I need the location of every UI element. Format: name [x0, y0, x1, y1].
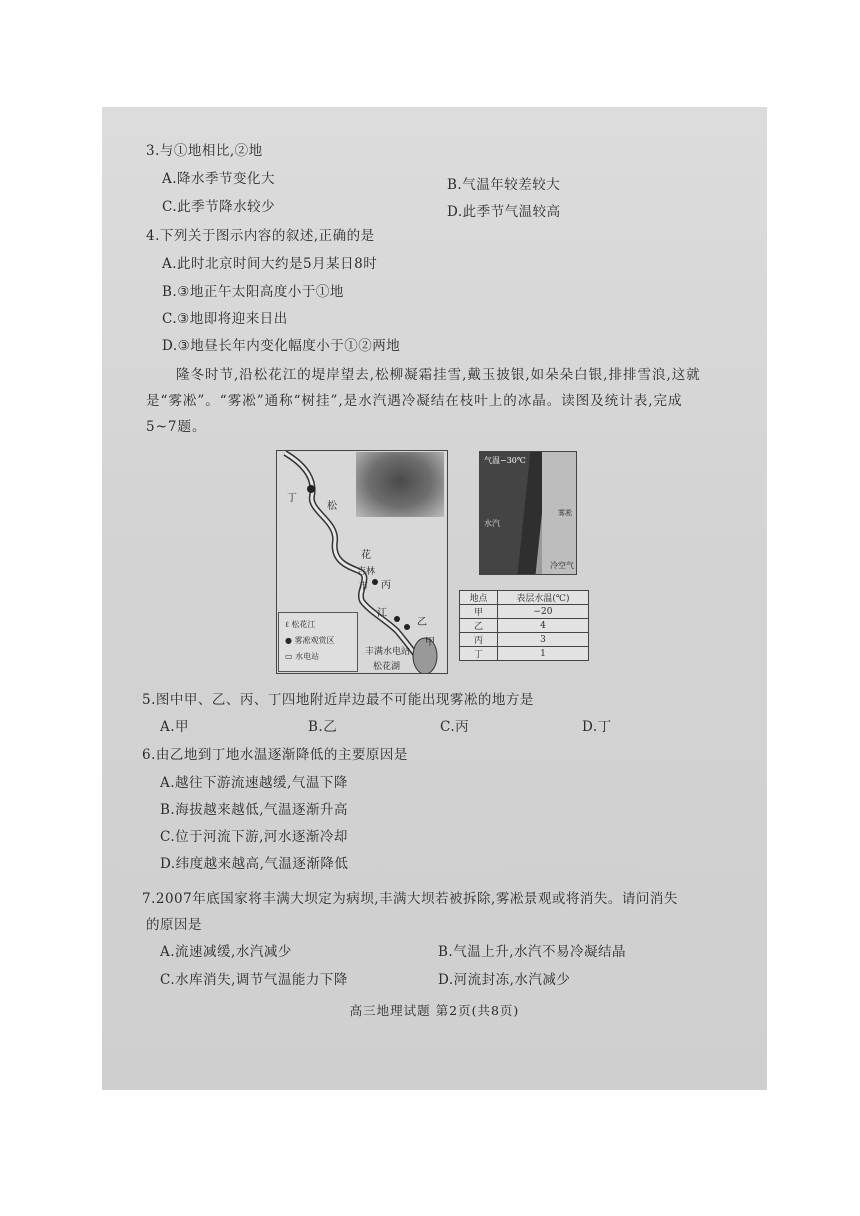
table-row: [460, 605, 589, 619]
q6-option-d: D.纬度越来越高,气温逐渐降低: [160, 856, 349, 872]
table-cell-place: 丙: [460, 633, 498, 647]
table-header-temp: 表层水温(℃): [497, 591, 588, 605]
cross-bottom-label: 冷空气: [550, 561, 574, 570]
table-row: [460, 633, 589, 647]
site-bing-dot: [372, 579, 378, 585]
cross-section-figure: [479, 451, 577, 575]
table-cell-temp: −20: [497, 605, 588, 619]
q3-stem: 3.与①地相比,②地: [146, 143, 263, 159]
site-jia-dot: [404, 624, 410, 630]
q3-option-a: A.降水季节变化大: [162, 171, 276, 187]
q5-option-a: A.甲: [160, 719, 190, 735]
q4-option-d: D.③地昼长年内变化幅度小于①②两地: [162, 338, 401, 354]
q6-option-c: C.位于河流下游,河水逐渐冷却: [160, 829, 348, 845]
legend-spot-row: [285, 635, 335, 646]
table-header-place: 地点: [460, 591, 498, 605]
q6-stem: 6.由乙地到丁地水温逐渐降低的主要原因是: [142, 747, 408, 763]
q5-option-c: C.丙: [440, 719, 470, 735]
water-temperature-table: [459, 590, 589, 661]
site-ding-dot: [307, 485, 315, 493]
page-footer: 高三地理试题 第2页(共8页): [349, 1003, 520, 1018]
label-shi: 市: [359, 582, 369, 592]
rime-tree-photo: [356, 452, 444, 517]
q7-stem-line-1: 7.2007年底国家将丰满大坝定为病坝,丰满大坝若被拆除,雾凇景观或将消失。请问消失: [142, 891, 678, 907]
label-hua: 花: [361, 550, 371, 561]
q7-option-a: A.流速减缓,水汽减少: [160, 944, 292, 960]
q7-option-b: B.气温上升,水汽不易冷凝结晶: [438, 944, 627, 960]
q5-stem: 5.图中甲、乙、丙、丁四地附近岸边最不可能出现雾凇的地方是: [142, 692, 534, 708]
q6-option-a: A.越往下游流速越缓,气温下降: [160, 775, 348, 791]
label-jia: 甲: [425, 637, 435, 648]
legend-station-row: [285, 651, 319, 662]
label-dam: 丰满水电站: [365, 647, 411, 657]
q3-option-d: D.此季节气温较高: [447, 204, 561, 220]
site-yi-dot: [394, 616, 400, 622]
q6-option-b: B.海拔越来越低,气温逐渐升高: [160, 802, 349, 818]
river-symbol-icon: ℓ: [285, 620, 289, 629]
label-bing: 丙: [381, 580, 391, 591]
cross-left-label: 水汽: [484, 519, 500, 528]
label-ding: 丁: [287, 493, 297, 504]
legend-river-label: 松花江: [291, 620, 316, 629]
reading-passage: [146, 362, 726, 440]
station-symbol-icon: ▭: [285, 652, 293, 661]
table-cell-temp: 3: [497, 633, 588, 647]
q5-option-b: B.乙: [308, 719, 338, 735]
cross-right-label: 雾凇: [558, 509, 572, 517]
cross-temp-label: 气温−30℃: [484, 456, 526, 465]
exam-page: [102, 107, 767, 1090]
label-jilin: 吉林: [357, 567, 376, 577]
passage-line-1: 隆冬时节,沿松花江的堤岸望去,松柳凝霜挂雪,戴玉披银,如朵朵白银,排排雪浪,这就: [176, 367, 701, 383]
dot-symbol-icon: ●: [285, 636, 292, 645]
label-lake: 松花湖: [373, 662, 401, 672]
passage-line-2: 是“雾凇”。“雾凇”通称“树挂”,是水汽遇冷凝结在枝叶上的冰晶。读图及统计表,完成: [146, 393, 683, 409]
q4-option-c: C.③地即将迎来日出: [162, 311, 288, 327]
q4-option-b: B.③地正午太阳高度小于①地: [162, 284, 344, 300]
table-header-row: [460, 591, 589, 605]
q3-option-b: B.气温年较差较大: [447, 177, 561, 193]
q4-stem: 4.下列关于图示内容的叙述,正确的是: [146, 228, 375, 244]
table-cell-place: 乙: [460, 619, 498, 633]
q3-option-c: C.此季节降水较少: [162, 199, 276, 215]
q4-option-a: A.此时北京时间大约是5月某日8时: [162, 256, 378, 272]
legend-station-label: 水电站: [295, 652, 320, 661]
table-row: [460, 647, 589, 661]
q7-option-d: D.河流封冻,水汽减少: [438, 972, 571, 988]
q7-stem-line-2: 的原因是: [146, 917, 202, 933]
q7-option-c: C.水库消失,调节气温能力下降: [160, 972, 348, 988]
table-cell-place: 丁: [460, 647, 498, 661]
label-yi: 乙: [417, 617, 427, 628]
table-cell-place: 甲: [460, 605, 498, 619]
q5-option-d: D.丁: [582, 719, 612, 735]
table-row: [460, 619, 589, 633]
map-legend: [278, 612, 358, 672]
table-cell-temp: 1: [497, 647, 588, 661]
label-song: 松: [327, 501, 337, 512]
legend-river-row: [285, 619, 315, 630]
passage-line-3: 5~7题。: [146, 419, 207, 435]
label-jiang: 江: [377, 608, 387, 619]
legend-spot-label: 雾凇观赏区: [294, 636, 335, 645]
table-cell-temp: 4: [497, 619, 588, 633]
